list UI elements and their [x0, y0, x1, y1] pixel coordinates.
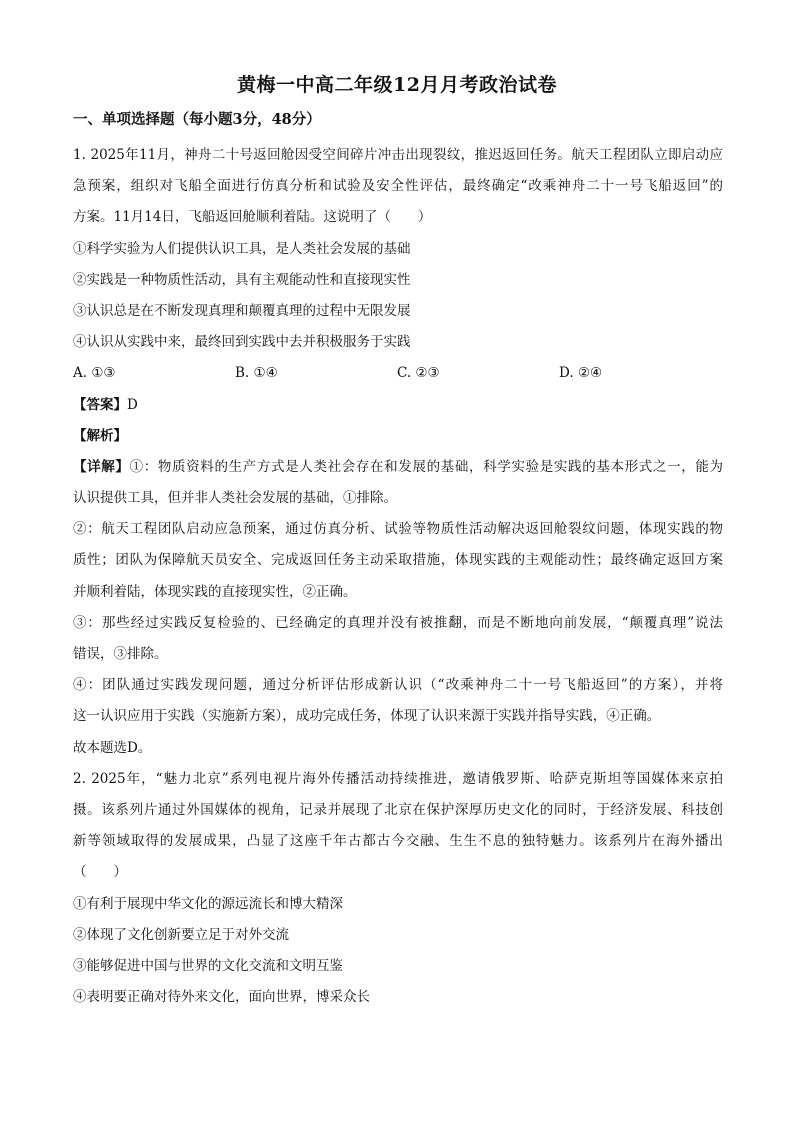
- q1-detail-line: 错误，③排除。: [73, 646, 168, 662]
- q2-stem-line: 新等领域取得的发展成果，凸显了这座千年古都古今交融、生生不息的独特魅力。该系列片在海外播出: [73, 833, 723, 850]
- answer-label: 【答案】: [73, 396, 127, 413]
- q1-stem-line: 1. 2025年11月，神舟二十号返回舱因受空间碎片冲击出现裂纹，推迟返回任务。航天工程团队立即启动应: [73, 147, 723, 163]
- q1-option-c: C. ②③: [397, 365, 440, 382]
- q1-detail-line: ②：航天工程团队启动应急预案，通过仿真分析、试验等物质性活动解决返回舱裂纹问题，体现实践的物: [73, 521, 723, 538]
- question-content: [73, 140, 723, 1013]
- q2-stem-line: （ ）: [73, 864, 127, 881]
- q1-detail-line: 并顺利着陆，体现实践的直接现实性，②正确。: [73, 583, 357, 600]
- q1-detail-line: 故本题选D。: [73, 739, 152, 756]
- detail-text: ①：物质资料的生产方式是人类社会存在和发展的基础，科学实验是实践的基本形式之一，能为: [129, 458, 723, 475]
- q2-statement: ②体现了文化创新要立足于对外交流: [73, 926, 289, 943]
- q1-answer: [73, 390, 723, 421]
- q1-detail-line: ③：那些经过实践反复检验的、已经确定的真理并没有被推翻，而是不断地向前发展，“颠覆真理”说法: [73, 614, 723, 631]
- analysis-label: 【解析】: [73, 427, 127, 444]
- q1-statement: ④认识从实践中来，最终回到实践中去并积极服务于实践: [73, 334, 411, 351]
- q1-statement: ①科学实验为人们提供认识工具，是人类社会发展的基础: [73, 240, 411, 257]
- q1-statement: ③认识总是在不断发现真理和颠覆真理的过程中无限发展: [73, 302, 411, 319]
- q1-detail-line: 这一认识应用于实践（实施新方案），成功完成任务，体现了认识来源于实践并指导实践，④正确。: [73, 708, 661, 725]
- q2-statement: ④表明要正确对待外来文化，面向世界，博采众长: [73, 989, 370, 1006]
- q2-stem-line: 2. 2025年，“魅力北京”系列电视片海外传播活动持续推进，邀请俄罗斯、哈萨克斯坦等国媒体来京拍: [73, 770, 723, 787]
- page-title: 黄梅一中高二年级12月月考政治试卷: [237, 74, 557, 96]
- answer-value: D: [127, 396, 138, 413]
- q1-stem-line: 急预案，组织对飞船全面进行仿真分析和试验及安全性评估，最终确定“改乘神舟二十一号飞船返回”的: [73, 178, 723, 195]
- q1-option-d: D. ②④: [559, 365, 603, 382]
- section-heading: 一、单项选择题（每小题3分，48分）: [73, 111, 321, 128]
- q1-option-b: B. ①④: [235, 365, 278, 382]
- q1-detail-line: ④：团队通过实践发现问题，通过分析评估形成新认识（“改乘神舟二十一号飞船返回”的方案），并将: [73, 677, 723, 694]
- q1-options: [73, 358, 723, 389]
- q2-statement: ③能够促进中国与世界的文化交流和文明互鉴: [73, 957, 343, 974]
- detail-label: 【详解】: [73, 458, 130, 475]
- q1-statement: ②实践是一种物质性活动，具有主观能动性和直接现实性: [73, 271, 411, 288]
- q2-stem-line: 摄。该系列片通过外国媒体的视角，记录并展现了北京在保护深厚历史文化的同时，于经济发展、科技创: [73, 801, 723, 818]
- q1-stem-line: 方案。11月14日，飞船返回舱顺利着陆。这说明了（ ）: [73, 209, 432, 226]
- q1-detail-line: [73, 452, 723, 483]
- q1-detail-line: 认识提供工具，但并非人类社会发展的基础，①排除。: [73, 490, 397, 507]
- q1-analysis: [73, 421, 723, 452]
- q1-detail-line: 质性；团队为保障航天员安全、完成返回任务主动采取措施，体现实践的主观能动性；最终确定返回方案: [73, 552, 723, 569]
- q2-statement: ①有利于展现中华文化的源远流长和博大精深: [73, 895, 343, 912]
- q1-option-a: A. ①③: [73, 365, 116, 382]
